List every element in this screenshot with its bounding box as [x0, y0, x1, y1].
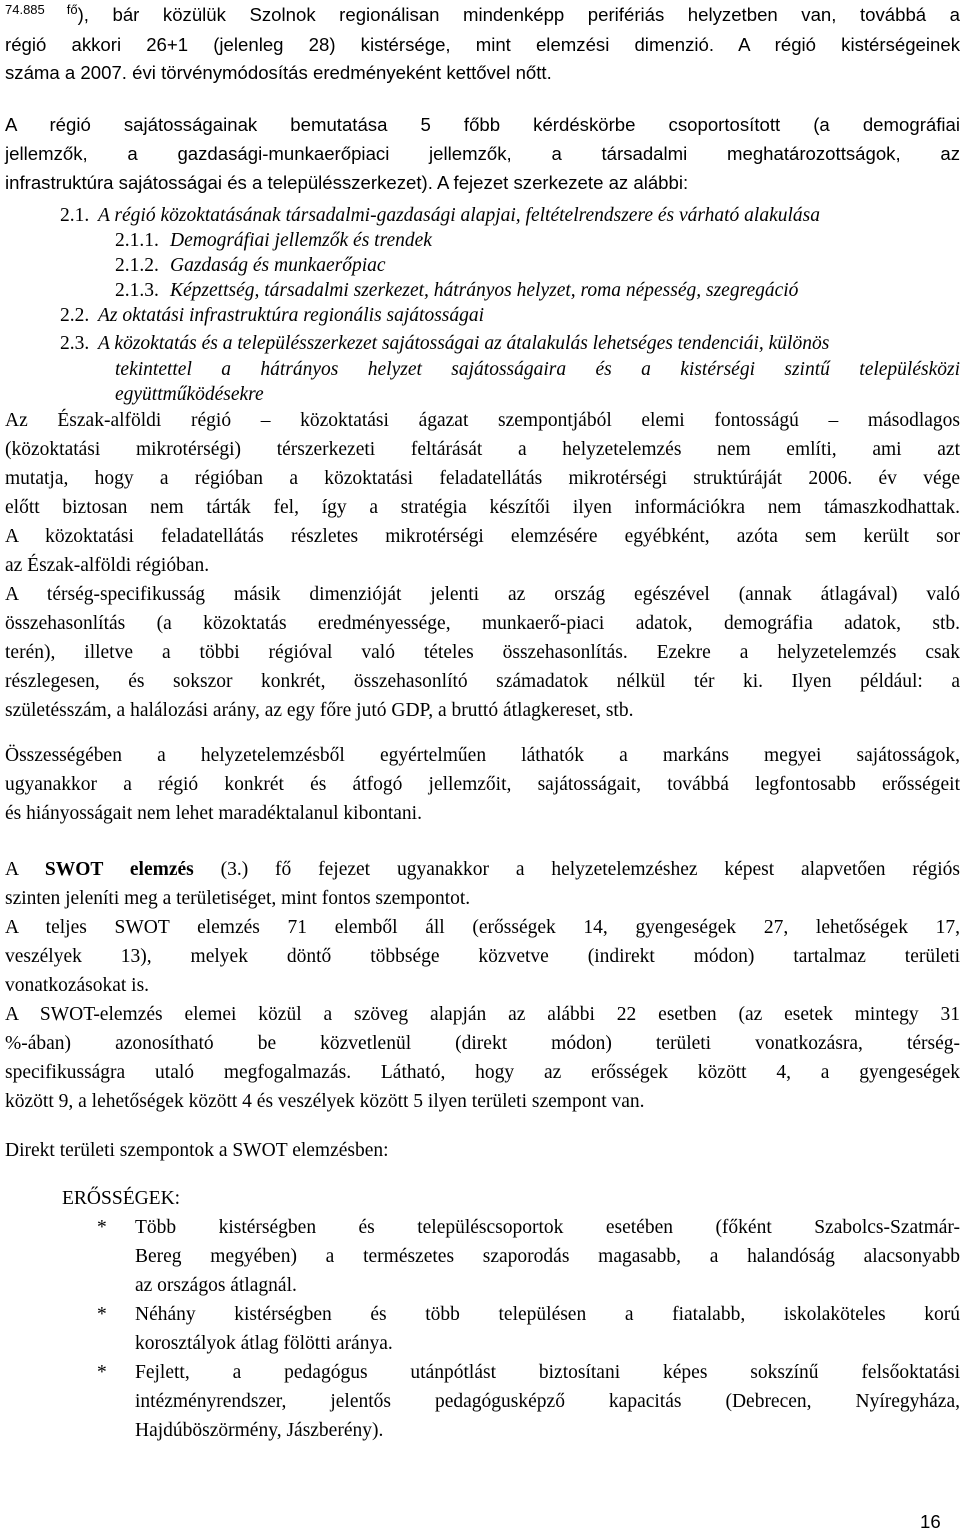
- list-item-line: az országos átlagnál.: [135, 1275, 297, 1296]
- paragraph-line: szinten jeleníti meg a területiséget, mint fontos szempontot.: [5, 888, 471, 909]
- page-number: 16: [920, 1511, 941, 1532]
- toc-entry-cont: tekintettel a hátrányos helyzet sajátosságaira és a kistérségi szintű településközi: [115, 359, 960, 380]
- paragraph-line: Összességében a helyzetelemzésből egyértelműen láthatók a markáns megyei sajátosságok,: [5, 745, 960, 766]
- paragraph-line: között 9, a lehetőségek között 4 és veszélyek között 5 ilyen területi szempont van.: [5, 1091, 645, 1112]
- paragraph-line: vonatkozásokat is.: [5, 975, 150, 996]
- paragraph-line: A SWOT-elemzés elemei közül a szöveg alapján az alábbi 22 esetben (az esetek mintegy 31: [5, 1004, 960, 1025]
- paragraph-line: születésszám, a halálozási arány, az egy főre jutó GDP, a bruttó átlagkereset, stb.: [5, 700, 634, 721]
- paragraph-line: veszélyek 13), melyek döntő többsége közvetve (indirekt módon) tartalmaz területi: [5, 946, 960, 967]
- paragraph-line: %-ában) azonosítható be közvetlenül (direkt módon) területi vonatkozásra, térség-: [5, 1033, 960, 1054]
- paragraph-line: Az Észak-alföldi régió – közoktatási ágazat szempontjából elemi fontosságú – másodlagos: [5, 410, 960, 431]
- bullet: *: [97, 1362, 107, 1383]
- paragraph-line: A közoktatási feladatellátás részletes mikrotérségi elemzésére egyébként, azóta sem került sor: [5, 526, 960, 547]
- list-item-line: intézményrendszer, jelentős pedagógusképző kapacitás (Debrecen, Nyíregyháza,: [135, 1391, 960, 1412]
- paragraph-line: mutatja, hogy a régióban a közoktatási feladatellátás mikrotérségi struktúráját 2006. év vége: [5, 468, 960, 489]
- paragraph-line: Direkt területi szempontok a SWOT elemzésben:: [5, 1140, 389, 1161]
- paragraph-line: A régió sajátosságainak bemutatása 5 főbb kérdéskörbe csoportosított (a demográfiai: [5, 114, 960, 135]
- list-item-line: Több kistérségben és településcsoportok esetében (főként Szabolcs-Szatmár-: [135, 1217, 960, 1238]
- paragraph-line: az Észak-alföldi régióban.: [5, 555, 210, 576]
- paragraph-line: (közoktatási mikrotérségi) térszerkezeti feltárását a helyzetelemzés nem említi, ami azt: [5, 439, 960, 460]
- paragraph-line: ugyanakkor a régió konkrét és átfogó jellemzőit, sajátosságait, továbbá legfontosabb erősségeit: [5, 774, 960, 795]
- paragraph-line: terén), illetve a többi régióval való tételes összehasonlítás. Ezekre a helyzetelemzés csak: [5, 642, 960, 663]
- swot-bold-term: SWOT elemzés: [44, 859, 194, 880]
- bullet: *: [97, 1304, 107, 1325]
- list-item-line: Bereg megyében) a természetes szaporodás magasabb, a halandóság alacsonyabb: [135, 1246, 960, 1267]
- paragraph-line: részlegesen, és sokszor konkrét, összehasonlító számadatok nélkül tér ki. Ilyen például: a: [5, 671, 960, 692]
- list-item-line: korosztályok átlag fölötti aránya.: [135, 1333, 393, 1354]
- paragraph-line: jellemzők, a gazdasági-munkaerőpiaci jellemzők, a társadalmi meghatározottságok, az: [5, 143, 960, 164]
- paragraph-line: és hiányosságait nem lehet maradéktalanul kibontani.: [5, 803, 422, 824]
- list-item-line: Néhány kistérségben és több településen a fiatalabb, iskolaköteles korú: [135, 1304, 960, 1325]
- paragraph-line: előtt biztosan nem tárták fel, így a stratégia készítői ilyen információkra nem támaszkodhattak.: [5, 497, 960, 518]
- paragraph-line: specifikusságra utaló megfogalmazás. Látható, hogy az erősségek között 4, a gyengeségek: [5, 1062, 960, 1083]
- text-line: régió akkori 26+1 (jelenleg 28) kistérsége, mint elemzési dimenzió. A régió kistérségeinek: [5, 34, 960, 55]
- bullet: *: [97, 1217, 107, 1238]
- paragraph-line: A teljes SWOT elemzés 71 elemből áll (erősségek 14, gyengeségek 27, lehetőségek 17,: [5, 917, 960, 938]
- paragraph-line: infrastruktúra sajátosságai és a településszerkezet). A fejezet szerkezete az alábbi:: [5, 172, 689, 193]
- footnote-ref: 74.885 fő: [5, 2, 78, 17]
- list-item-line: Hajdúböszörmény, Jászberény).: [135, 1420, 384, 1441]
- text-line: $^{74.885 fő}$), bár közülük Szolnok regionálisan mindenképp perifériás helyzetben van, továbbá a: [5, 2, 960, 25]
- paragraph-line: A térség-specifikusság másik dimenzióját jelenti az ország egészével (annak átlagával) való: [5, 584, 960, 605]
- paragraph-line: összehasonlítás (a közoktatás eredményessége, munkaerő-piaci adatok, demográfia adatok, stb.: [5, 613, 960, 634]
- toc-entry-cont: együttműködésekre: [115, 384, 264, 405]
- text-line: száma a 2007. évi törvénymódosítás eredményeként kettővel nőtt.: [5, 62, 552, 83]
- document-page: $^{74.885 fő}$), bár közülük Szolnok regionálisan mindenképp perifériás helyzetben van, továbbá a régió akkori 26+1 (jelenleg 28) kistérsége, mint elemzési dimenzió. A régió kistérségeinek száma a 2007. évi törvénymódosítás eredményeként kettővel nőtt. A régió sajátosságainak bemutatása 5 főbb kérdéskörbe csoportosított (a demográfiai jellemzők, a gazdasági-munkaerőpiaci jellemzők, a társadalmi meghatározottságok, az infrastruktúra sajátosságai és a településszerkezet). A fejezet szerkezete az alábbi: 2.1. A régió közoktatásának társadalmi-gazdasági alapjai, feltételrendszere és várható alakulása 2.1.1. Demográfiai jellemzők és trendek 2.1.2. Gazdaság és munkaerőpiac 2.1.3. Képzettség, társadalmi szerkezet, hátrányos helyzet, roma népesség, szegregáció 2.2. Az oktatási infrastruktúra regionális sajátosságai 2.3. A közoktatás és a településszerkezet sajátosságai az átalakulás lehetséges tendenciái, különös tekintettel a hátrányos helyzet sajátosságaira és a kistérségi szintű településközi együttműködésekre Az Észak-alföldi régió – közoktatási ágazat szempontjából elemi fontosságú – másodlagos (közoktatási mikrotérségi) térszerkezeti feltárását a helyzetelemzés nem említi, ami azt mutatja, hogy a régióban a közoktatási feladatellátás mikrotérségi struktúráját 2006. év vége előtt biztosan nem tárták fel, így a stratégia készítői ilyen információkra nem támaszkodhattak. A közoktatási feladatellátás részletes mikrotérségi elemzésére egyébként, azóta sem került sor az Észak-alföldi régióban. A térség-specifikusság másik dimenzióját jelenti az ország egészével (annak átlagával) való összehasonlítás (a közoktatás eredményessége, munkaerő-piaci adatok, demográfia adatok, stb. terén), illetve a többi régióval való tételes összehasonlítás. Ezekre a helyzetelemzés csak részlegesen, és sokszor konkrét, összehasonlító számadatok nélkül tér ki. Ilyen például: a születésszám, a halálozási arány, az egy főre jutó GDP, a bruttó átlagkereset, stb. Összességében a helyzetelemzésből egyértelműen láthatók a markáns megyei sajátosságok, ugyanakkor a régió konkrét és átfogó jellemzőit, sajátosságait, továbbá legfontosabb erősségeit és hiányosságait nem lehet maradéktalanul kibontani. A SWOT elemzés (3.) fő fejezet ugyanakkor a helyzetelemzéshez képest alapvetően régiós szinten jeleníti meg a területiséget, mint fontos szempontot. A teljes SWOT elemzés 71 elemből áll (erősségek 14, gyengeségek 27, lehetőségek 17, veszélyek 13), melyek döntő többsége közvetve (indirekt módon) tartalmaz területi vonatkozásokat is. A SWOT-elemzés elemei közül a szöveg alapján az alábbi 22 esetben (az esetek mintegy 31 %-ában) azonosítható be közvetlenül (direkt módon) területi vonatkozásra, térség- specifikusságra utaló megfogalmazás. Látható, hogy az erősségek között 4, a gyengeségek között 9, a lehetőségek között 4 és veszélyek között 5 ilyen területi szempont van. Direkt területi szempontok a SWOT elemzésben: ERŐSSÉGEK: * Több kistérségben és településcsoportok esetében (főként Szabolcs-Szatmár- Bereg megyében) a természetes szaporodás magasabb, a halandóság alacsonyabb az országos átlagnál. * Néhány kistérségben és több településen a fiatalabb, iskolaköteles korú korosztályok átlag fölötti aránya. * Fejlett, a pedagógus utánpótlást biztosítani képes sokszínű felsőoktatási intézményrendszer, jelentős pedagógusképző kapacitás (Debrecen, Nyíregyháza, Hajdúböszörmény, Jászberény). 16: [0, 0, 960, 1532]
- section-heading: ERŐSSÉGEK:: [62, 1188, 181, 1209]
- paragraph-line: A SWOT elemzés (3.) fő fejezet ugyanakkor a helyzetelemzéshez képest alapvetően régiós: [5, 859, 960, 880]
- list-item-line: Fejlett, a pedagógus utánpótlást biztosítani képes sokszínű felsőoktatási: [135, 1362, 960, 1383]
